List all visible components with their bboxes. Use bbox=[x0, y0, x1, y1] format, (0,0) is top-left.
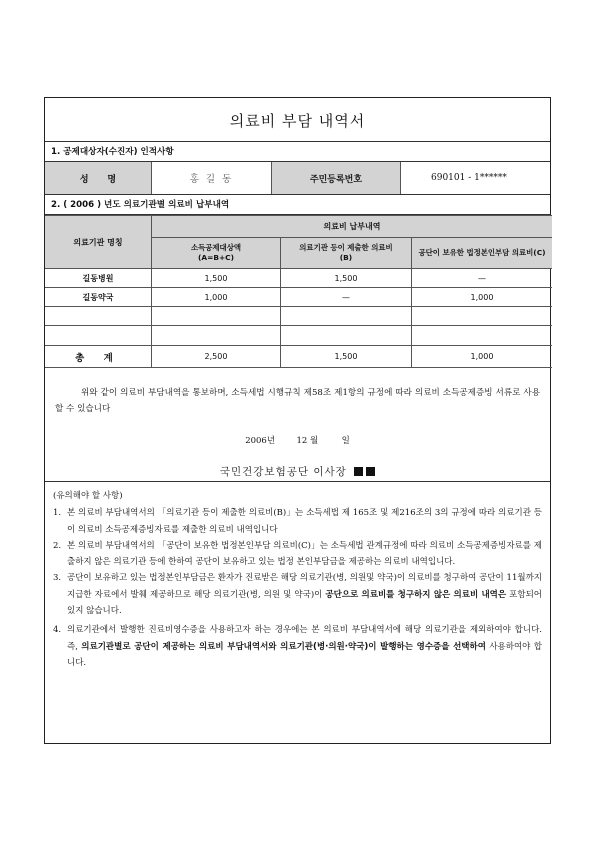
total-label: 총 계 bbox=[45, 346, 152, 368]
col-institution-header: 의료기관 명칭 bbox=[45, 216, 152, 269]
seal-mark bbox=[354, 467, 363, 476]
payment-group-header: 의료비 납부내역 bbox=[152, 216, 553, 238]
resident-id-label: 주민등록번호 bbox=[272, 162, 401, 194]
note-number: 2. bbox=[53, 540, 62, 551]
col-submitted-sub: (B) bbox=[339, 253, 353, 262]
table-row bbox=[45, 288, 552, 307]
issuer-name: 국민건강보험공단 이사장 bbox=[219, 466, 347, 478]
note-text-part: 포함되어 있지 않습니다. bbox=[67, 589, 542, 617]
col-submitted-header bbox=[281, 238, 412, 269]
row-submitted: — bbox=[281, 288, 412, 307]
name-value: 홍 길 동 bbox=[152, 162, 272, 194]
document-frame bbox=[44, 97, 551, 744]
note-item bbox=[53, 570, 542, 619]
row-deductible: 1,000 bbox=[152, 288, 281, 307]
row-submitted bbox=[281, 307, 412, 326]
row-deductible bbox=[152, 326, 281, 346]
notice-section bbox=[45, 377, 550, 482]
table-row bbox=[45, 269, 552, 288]
table-row bbox=[45, 326, 552, 346]
col-deductible-header bbox=[152, 238, 281, 269]
col-deductible-formula: (A=B+C) bbox=[198, 253, 234, 262]
note-emphasis: 공단으로 의료비를 청구하지 않은 의료비 내역은 bbox=[325, 589, 507, 600]
issue-day: 일 bbox=[341, 436, 350, 446]
col-deductible-label: 소득공제대상액 bbox=[191, 243, 241, 252]
issue-date bbox=[45, 433, 550, 449]
note-item bbox=[53, 538, 542, 571]
note-text-part: 사용하여야 합니다. bbox=[67, 641, 542, 668]
row-nhis: 1,000 bbox=[412, 288, 553, 307]
name-label: 성 명 bbox=[45, 162, 152, 194]
section-personal-info-heading: 1. 공제대상자(수진자) 인적사항 bbox=[45, 141, 550, 162]
total-deductible: 2,500 bbox=[152, 346, 281, 368]
notes-heading: (유의해야 할 사항) bbox=[53, 491, 123, 501]
row-submitted bbox=[281, 326, 412, 346]
section-payment-heading: 2. ( 2006 ) 년도 의료기관별 의료비 납부내역 bbox=[45, 194, 550, 215]
row-institution bbox=[45, 307, 152, 326]
note-item bbox=[53, 505, 542, 538]
issue-month: 12 월 bbox=[296, 436, 319, 446]
document-title: 의료비 부담 내역서 bbox=[45, 98, 550, 142]
note-emphasis: 의료기관별로 공단이 제공하는 의료비 부담내역서와 의료기관(병·의원·약국)이 발행하는 영수증을 선택하여 bbox=[81, 641, 486, 652]
note-number: 3. bbox=[53, 573, 62, 584]
row-nhis: — bbox=[412, 269, 553, 288]
note-text-part: 의료기관에서 발행한 진료비영수증을 사용하고자 하는 경우에는 본 의료비 부담내역서에 해당 의료기관을 제외하여야 합니다. 즉, bbox=[67, 625, 542, 652]
note-number: 4. bbox=[53, 625, 62, 636]
row-institution: 길동병원 bbox=[45, 269, 152, 288]
row-nhis bbox=[412, 307, 553, 326]
row-institution: 길동약국 bbox=[45, 288, 152, 307]
row-deductible: 1,500 bbox=[152, 269, 281, 288]
note-text: 본 의료비 부담내역서의 「의료기관 등이 제출한 의료비(B)」는 소득세법 제 165조 및 제216조의 3의 규정에 따라 의료기관 등이 의료비 소득공제증빙자료를 제출한 의료비 내역입니다 bbox=[67, 508, 542, 535]
table-total-row bbox=[45, 346, 552, 368]
notice-text: 위와 같이 의료비 부담내역을 통보하며, 소득세법 시행규칙 제58조 제1항의 규정에 따라 의료비 소득공제증빙 서류로 사용할 수 있습니다 bbox=[55, 388, 540, 414]
col-submitted-label: 의료기관 등이 제출한 의료비 bbox=[299, 243, 393, 252]
note-text-part: 공단이 보유하고 있는 법정본인부담금은 환자가 진료받은 해당 의료기관(병, 의원및 약국)이 의료비를 청구하여 공단이 11월까지 지급한 자료에서 발췌 제공하므로 해당 의료기관(병, 의원 및 약국)이 bbox=[67, 573, 542, 600]
note-text bbox=[67, 622, 542, 671]
notes-section bbox=[53, 488, 542, 671]
table-row bbox=[45, 307, 552, 326]
row-submitted: 1,500 bbox=[281, 269, 412, 288]
note-number: 1. bbox=[53, 508, 62, 519]
col-nhis-header: 공단이 보유한 법정본인부담 의료비(C) bbox=[412, 238, 553, 269]
row-institution bbox=[45, 326, 152, 346]
issuer-line bbox=[45, 464, 550, 480]
note-text bbox=[67, 570, 542, 619]
row-nhis bbox=[412, 326, 553, 346]
total-submitted: 1,500 bbox=[281, 346, 412, 368]
note-item bbox=[53, 622, 542, 671]
row-deductible bbox=[152, 307, 281, 326]
personal-info-row bbox=[45, 162, 550, 195]
payment-table bbox=[45, 215, 552, 368]
seal-mark bbox=[366, 467, 375, 476]
note-text: 본 의료비 부담내역서의 「공단이 보유한 법정본인부담 의료비(C)」는 소득세법 관계규정에 따라 의료비 소득공제증빙자료를 제출하지 않은 의료기관 등에 한하여 공단이 보유하고 있는 법정 본인부담금을 제공하는 의료비 내역입니다. bbox=[67, 540, 542, 568]
resident-id-value: 690101 - 1****** bbox=[431, 173, 507, 183]
issue-year: 2006년 bbox=[245, 436, 276, 446]
total-nhis: 1,000 bbox=[412, 346, 553, 368]
